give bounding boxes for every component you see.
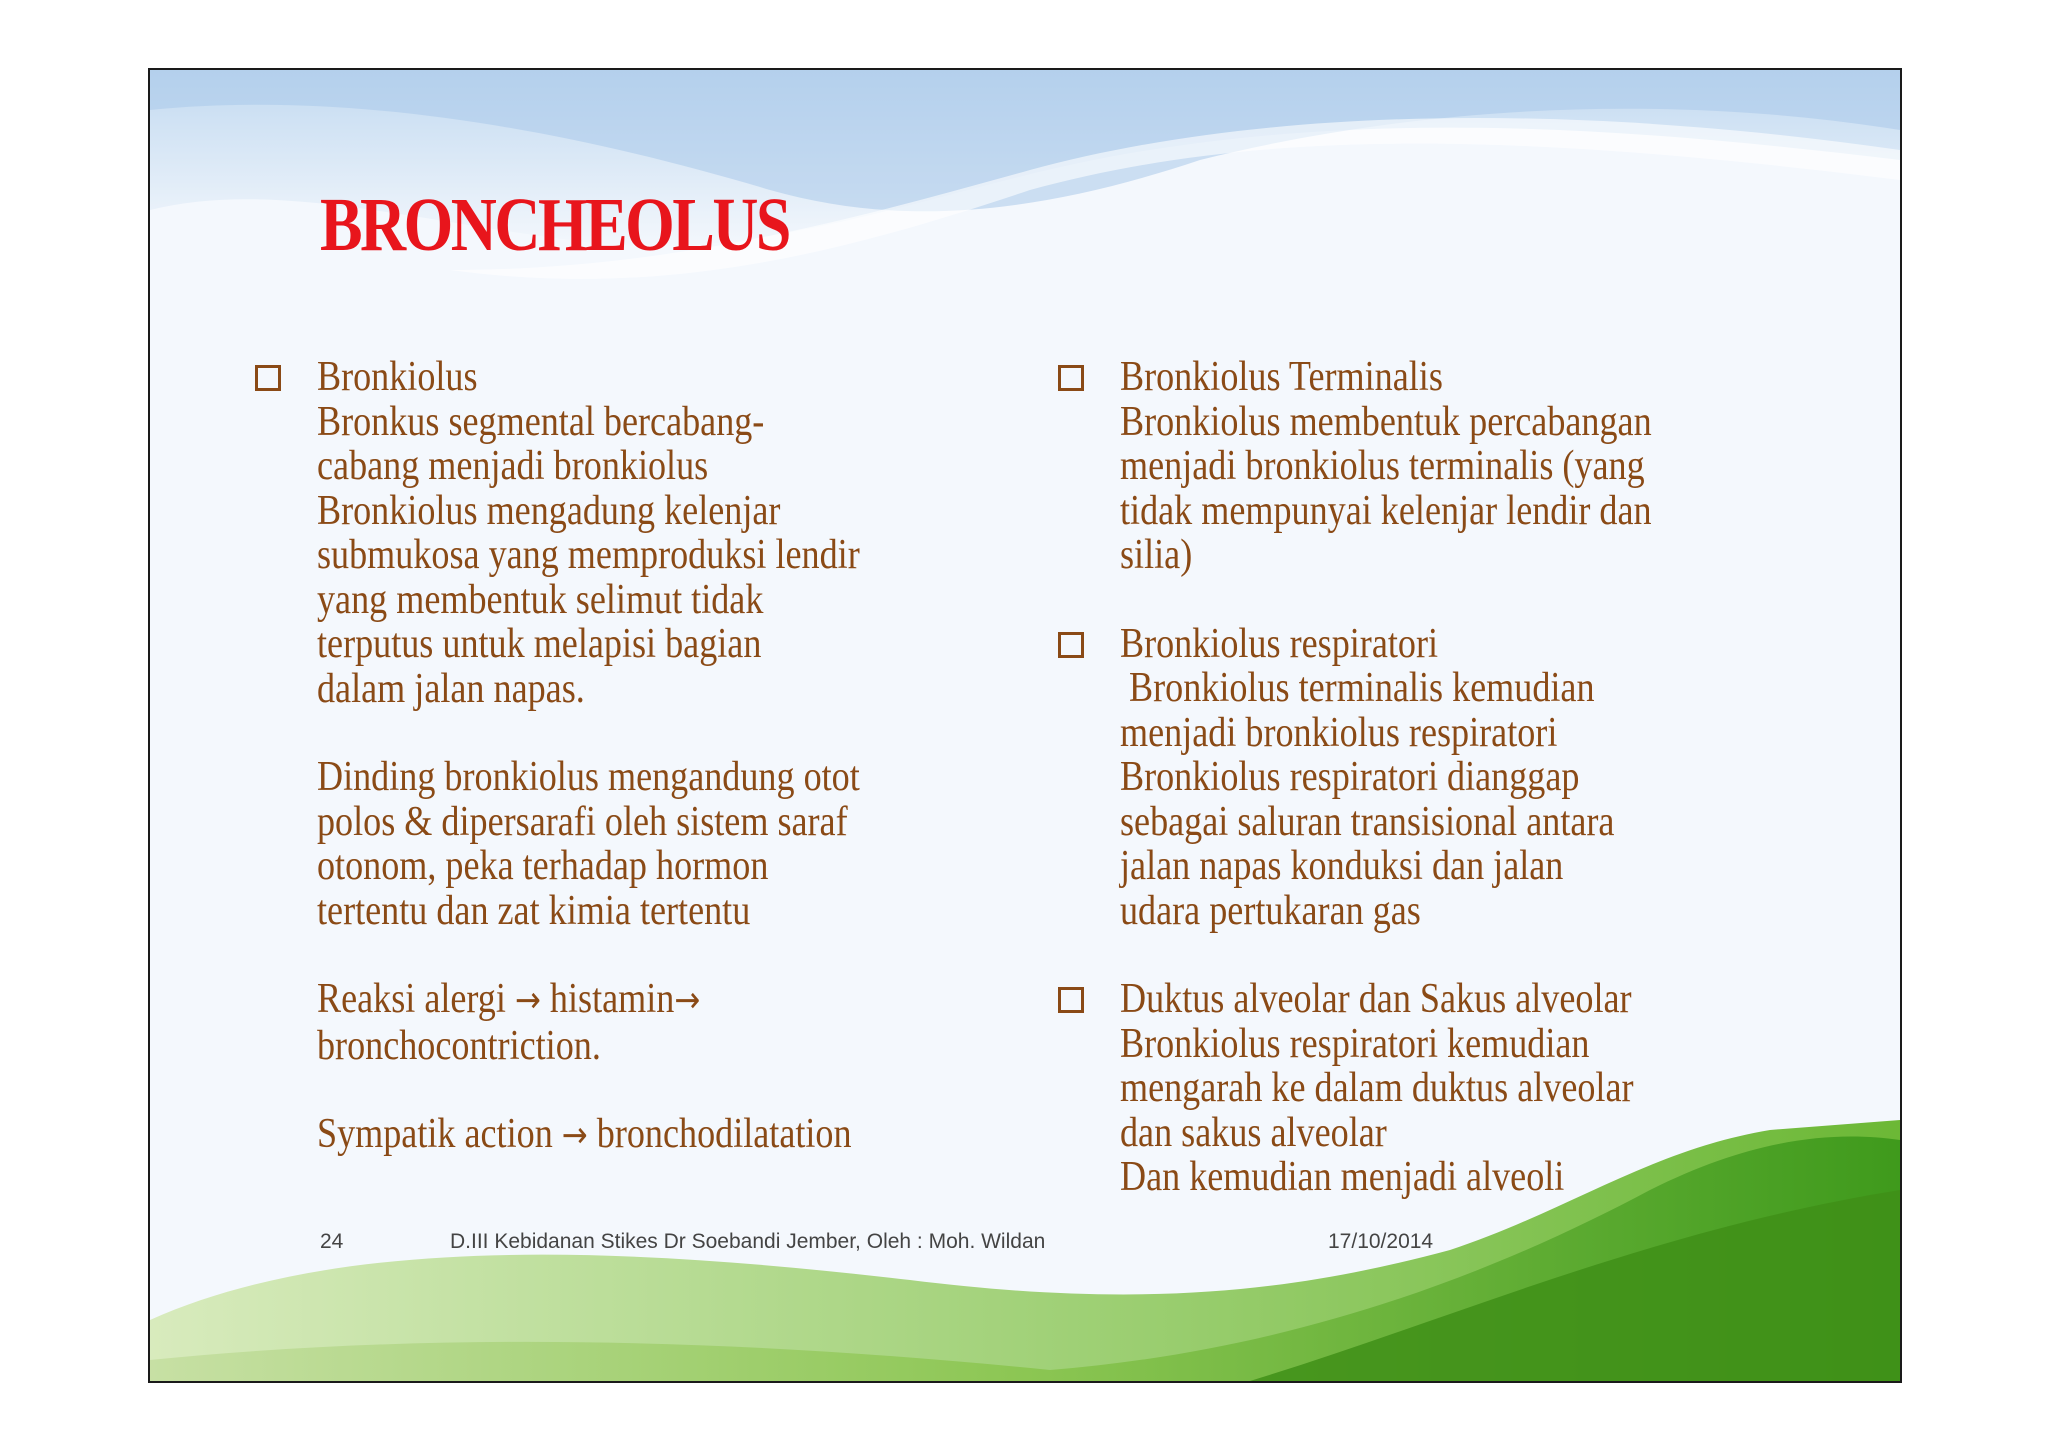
text-line: tidak mempunyai kelenjar lendir dan	[1120, 487, 1652, 534]
bronchodilatation-text: bronchodilatation	[596, 1111, 852, 1157]
text-line: terputus untuk melapisi bagian	[317, 621, 762, 667]
sympatik-line	[317, 1112, 900, 1159]
histamin-text: histamin	[549, 976, 675, 1022]
bullet-title: Bronkiolus	[317, 354, 478, 400]
text-line: udara pertukaran gas	[1120, 887, 1421, 934]
bullet-title: Bronkiolus respiratori	[1120, 620, 1439, 667]
checkbox-bullet-icon	[255, 365, 281, 391]
arrow-right-icon: →	[674, 980, 701, 1021]
text-line: bronchocontriction.	[317, 1022, 601, 1069]
bullet-bronkiolus	[255, 355, 995, 1159]
text-line: cabang menjadi bronkiolus	[317, 443, 709, 489]
bullet-title: Duktus alveolar dan Sakus alveolar	[1120, 976, 1632, 1022]
footer-credit: D.III Kebidanan Stikes Dr Soebandi Jember, Oleh : Moh. Wildan	[450, 1230, 1046, 1253]
text-line: menjadi bronkiolus terminalis (yang	[1120, 443, 1645, 489]
text-line: Bronkiolus membentuk percabangan	[1120, 398, 1652, 445]
text-line: submukosa yang memproduksi lendir	[317, 532, 860, 578]
bullet-bronkiolus-terminalis	[1058, 355, 1848, 578]
bullet-duktus-alveolar	[1058, 977, 1848, 1200]
footer-date: 17/10/2014	[1328, 1230, 1434, 1253]
text-line: Bronkiolus mengadung kelenjar	[317, 487, 781, 534]
text-line: silia)	[1120, 532, 1193, 578]
text-line: Bronkiolus terminalis kemudian	[1120, 665, 1595, 711]
text-line: polos & dipersarafi oleh sistem saraf	[317, 798, 848, 845]
text-line: Bronkiolus respiratori dianggap	[1120, 754, 1580, 800]
text-line: Bronkiolus respiratori kemudian	[1120, 1020, 1590, 1067]
arrow-right-icon: →	[561, 1115, 588, 1156]
bullet-bronkiolus-respiratori	[1058, 622, 1848, 934]
text-line: menjadi bronkiolus respiratori	[1120, 709, 1558, 756]
text-line: Dinding bronkiolus mengandung otot	[317, 754, 860, 800]
text-line: Bronkus segmental bercabang-	[317, 398, 765, 445]
text-line: yang membentuk selimut tidak	[317, 576, 764, 623]
slide-title: BRONCHEOLUS	[320, 183, 789, 267]
text-line: jalan napas konduksi dan jalan	[1120, 843, 1564, 889]
checkbox-bullet-icon	[1058, 632, 1084, 658]
allergy-line	[317, 977, 900, 1024]
checkbox-bullet-icon	[1058, 365, 1084, 391]
text-line: mengarah ke dalam duktus alveolar	[1120, 1065, 1634, 1111]
text-line: tertentu dan zat kimia tertentu	[317, 887, 751, 934]
slide	[148, 68, 1902, 1383]
sympatik-text: Sympatik action	[317, 1111, 553, 1157]
right-column	[1058, 355, 1848, 1200]
page-number: 24	[320, 1230, 344, 1253]
text-line: otonom, peka terhadap hormon	[317, 843, 769, 889]
text-line: dalam jalan napas.	[317, 665, 585, 712]
arrow-right-icon: →	[514, 980, 541, 1021]
bullet-title: Bronkiolus Terminalis	[1120, 354, 1443, 400]
text-line: dan sakus alveolar	[1120, 1109, 1387, 1156]
left-column	[255, 355, 995, 1159]
allergy-text: Reaksi alergi	[317, 976, 506, 1022]
text-line: Dan kemudian menjadi alveoli	[1120, 1154, 1565, 1200]
checkbox-bullet-icon	[1058, 987, 1084, 1013]
text-line: sebagai saluran transisional antara	[1120, 798, 1615, 845]
